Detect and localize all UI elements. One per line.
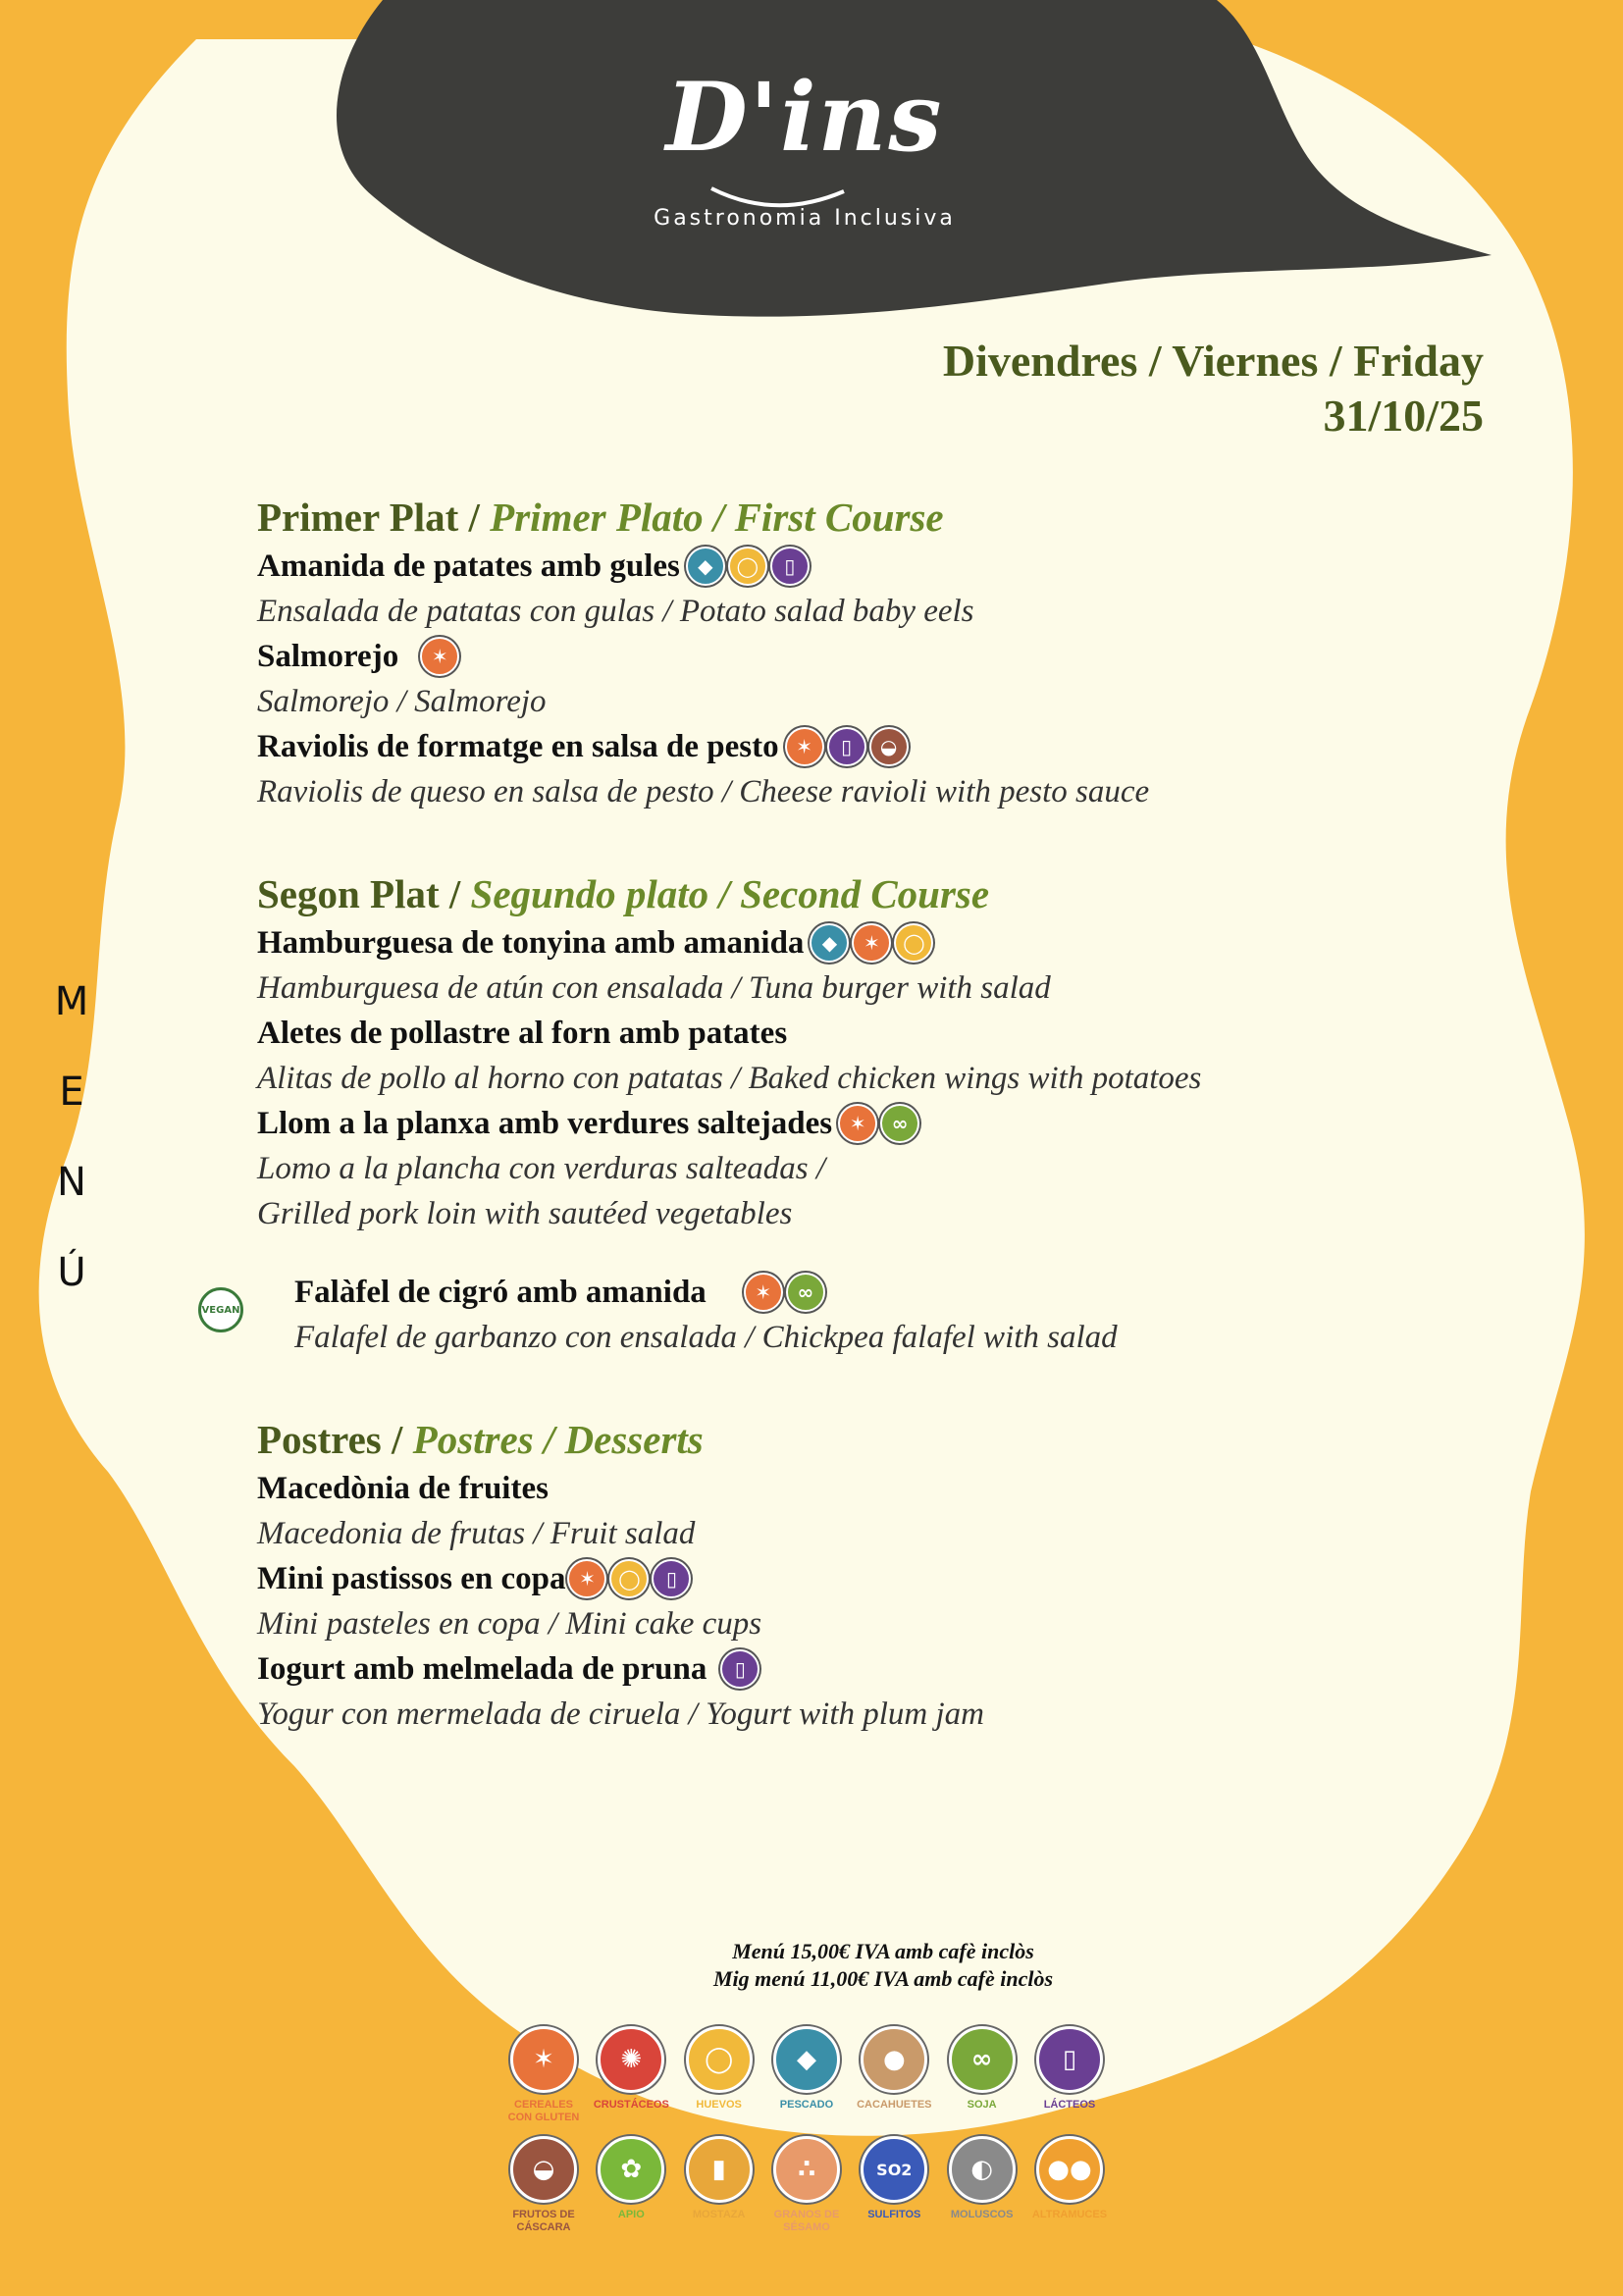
allergen-icons: [810, 923, 933, 963]
legend-label: SOJA: [967, 2099, 997, 2111]
vertical-letter: N: [57, 1160, 86, 1205]
legend-item-sesame: [765, 2136, 848, 2234]
section-title-ca: Segon Plat /: [257, 871, 471, 916]
dish-title: Aletes de pollastre al forn amb patates: [257, 1016, 788, 1051]
vegan-dish: [201, 1270, 1415, 1360]
dish-name: [257, 1101, 1415, 1146]
legend-item-celery: [590, 2136, 672, 2234]
dish-name: [257, 1011, 1415, 1056]
dish-translation: Falafel de garbanzo con ensalada / Chickpea falafel with salad: [294, 1320, 1118, 1355]
nuts-allergen-icon: ◒: [869, 727, 909, 766]
gluten-icon: ✶: [510, 2026, 577, 2093]
dish-title: Iogurt amb melmelada de pruna: [257, 1651, 707, 1687]
egg-allergen-icon: ◯: [609, 1559, 649, 1598]
menu-date: [943, 334, 1484, 444]
dish-name: [294, 1270, 1415, 1315]
gluten-allergen-icon: ✶: [785, 727, 824, 766]
brand-name: D'ins: [665, 62, 944, 173]
dish-translation: Hamburguesa de atún con ensalada / Tuna burger with salad: [257, 970, 1051, 1006]
dish-translation: Salmorejo / Salmorejo: [257, 684, 547, 719]
legend-label: PESCADO: [779, 2099, 834, 2111]
vertical-letter: M: [54, 979, 89, 1024]
dish-name: [257, 544, 1415, 589]
gluten-allergen-icon: ✶: [852, 923, 891, 963]
dish-translation: Macedonia de frutas / Fruit salad: [257, 1516, 696, 1551]
legend-item-molluscs: [941, 2136, 1023, 2234]
date-day: Divendres / Viernes / Friday: [942, 336, 1484, 386]
legend-label: FRUTOS DE CÁSCARA: [512, 2209, 575, 2233]
dish-title: Amanida de patates amb gules: [257, 548, 680, 584]
legend-label: ALTRAMUCES: [1031, 2209, 1108, 2220]
legend-item-crustaceans: [590, 2026, 672, 2124]
milk-allergen-icon: ▯: [827, 727, 866, 766]
dish-title: Salmorejo: [257, 639, 399, 674]
menu-list: [201, 491, 1415, 1737]
allergen-icons: [744, 1273, 825, 1312]
legend-item-peanut: [853, 2026, 935, 2124]
fish-allergen-icon: ◆: [810, 923, 849, 963]
sesame-icon: ∴: [773, 2136, 840, 2203]
dish-translation: Raviolis de queso en salsa de pesto / Cheese ravioli with pesto sauce: [257, 774, 1150, 809]
legend-label: LÁCTEOS: [1043, 2099, 1096, 2111]
legend-label: CRUSTÁCEOS: [593, 2099, 669, 2111]
vegan-icon: VEGAN: [198, 1287, 243, 1332]
brand-logo: [618, 62, 991, 231]
dish-title: Llom a la planxa amb verdures saltejades: [257, 1106, 833, 1141]
gluten-allergen-icon: ✶: [567, 1559, 606, 1598]
dish-title: Raviolis de formatge en salsa de pesto: [257, 729, 779, 764]
allergen-legend: [502, 2026, 1111, 2246]
milk-allergen-icon: ▯: [652, 1559, 691, 1598]
egg-allergen-icon: ◯: [728, 547, 767, 586]
price-full-menu: Menú 15,00€ IVA amb cafè inclòs: [732, 1939, 1034, 1963]
dish-name: [257, 1466, 1415, 1511]
price-half-menu: Mig menú 11,00€ IVA amb cafè inclòs: [712, 1966, 1054, 1991]
celery-icon: ✿: [598, 2136, 664, 2203]
dish-name: [257, 1556, 1415, 1601]
section-title-ca: Postres /: [257, 1417, 413, 1462]
soy-allergen-icon: ∞: [786, 1273, 825, 1312]
gluten-allergen-icon: ✶: [838, 1104, 877, 1143]
legend-row: [502, 2026, 1111, 2124]
crustaceans-icon: ✺: [598, 2026, 664, 2093]
egg-icon: ◯: [686, 2026, 753, 2093]
legend-item-gluten: [502, 2026, 585, 2124]
sulphites-icon: SO2: [861, 2136, 927, 2203]
dish-title: Mini pastissos en copa: [257, 1561, 566, 1596]
dish-translation: Lomo a la plancha con verduras salteadas /: [257, 1151, 825, 1186]
section-title-es-en: Postres / Desserts: [412, 1417, 704, 1462]
fish-allergen-icon: ◆: [686, 547, 725, 586]
milk-icon: ▯: [1036, 2026, 1103, 2093]
legend-item-milk: [1028, 2026, 1111, 2124]
legend-label: CACAHUETES: [857, 2099, 932, 2111]
nuts-icon: ◒: [510, 2136, 577, 2203]
dish-name: [257, 1646, 1415, 1692]
dish-name: [257, 920, 1415, 965]
dish-translation: Mini pasteles en copa / Mini cake cups: [257, 1606, 762, 1642]
dish-name: [257, 634, 1415, 679]
vertical-letter: Ú: [57, 1250, 86, 1295]
legend-label: MOSTAZA: [692, 2209, 746, 2220]
legend-label: CEREALES CON GLUTEN: [507, 2099, 580, 2123]
vertical-menu-label: [47, 957, 96, 1318]
allergen-icons: [838, 1104, 919, 1143]
dish-translation-line2: Grilled pork loin with sautéed vegetables: [257, 1196, 793, 1231]
gluten-allergen-icon: ✶: [744, 1273, 783, 1312]
legend-item-mustard: [678, 2136, 760, 2234]
mustard-icon: ▮: [686, 2136, 753, 2203]
legend-item-soy: [941, 2026, 1023, 2124]
dish-title: Hamburguesa de tonyina amb amanida: [257, 925, 805, 961]
gluten-allergen-icon: ✶: [420, 637, 459, 676]
dish-translation: Alitas de pollo al horno con patatas / Baked chicken wings with potatoes: [257, 1061, 1202, 1096]
dish-translation: Yogur con mermelada de ciruela / Yogurt with plum jam: [257, 1696, 985, 1732]
legend-row: [502, 2136, 1111, 2234]
brand-tagline: Gastronomia Inclusiva: [654, 206, 956, 231]
soy-icon: ∞: [949, 2026, 1016, 2093]
milk-allergen-icon: ▯: [770, 547, 810, 586]
section-title-ca: Primer Plat /: [257, 495, 491, 540]
section-title-es-en: Segundo plato / Second Course: [470, 871, 990, 916]
fish-icon: ◆: [773, 2026, 840, 2093]
dish-title: Macedònia de fruites: [257, 1471, 549, 1506]
price-info: [589, 1938, 1178, 1993]
section-title-es-en: Primer Plato / First Course: [490, 495, 944, 540]
legend-item-lupin: [1028, 2136, 1111, 2234]
peanut-icon: ●: [861, 2026, 927, 2093]
allergen-icons: [420, 637, 459, 676]
legend-item-fish: [765, 2026, 848, 2124]
lupin-icon: ●●: [1036, 2136, 1103, 2203]
molluscs-icon: ◐: [949, 2136, 1016, 2203]
dish-title: Falàfel de cigró amb amanida: [294, 1275, 707, 1310]
soy-allergen-icon: ∞: [880, 1104, 919, 1143]
allergen-icons: [720, 1649, 759, 1689]
vertical-letter: E: [59, 1070, 84, 1115]
legend-label: HUEVOS: [696, 2099, 742, 2111]
date-value: 31/10/25: [1323, 391, 1484, 441]
allergen-icons: [686, 547, 810, 586]
milk-allergen-icon: ▯: [720, 1649, 759, 1689]
legend-item-egg: [678, 2026, 760, 2124]
legend-label: SULFITOS: [867, 2209, 921, 2220]
legend-label: APIO: [617, 2209, 645, 2220]
legend-item-sulphites: [853, 2136, 935, 2234]
legend-label: MOLUSCOS: [950, 2209, 1014, 2220]
legend-item-nuts: [502, 2136, 585, 2234]
legend-label: GRANOS DE SÉSAMO: [773, 2209, 840, 2233]
allergen-icons: [785, 727, 909, 766]
allergen-icons: [567, 1559, 691, 1598]
section-heading: [257, 491, 1415, 544]
section-heading: [257, 1413, 1415, 1466]
dish-name: [257, 724, 1415, 769]
section-heading: [257, 867, 1415, 920]
dish-translation: Ensalada de patatas con gulas / Potato salad baby eels: [257, 594, 974, 629]
egg-allergen-icon: ◯: [894, 923, 933, 963]
